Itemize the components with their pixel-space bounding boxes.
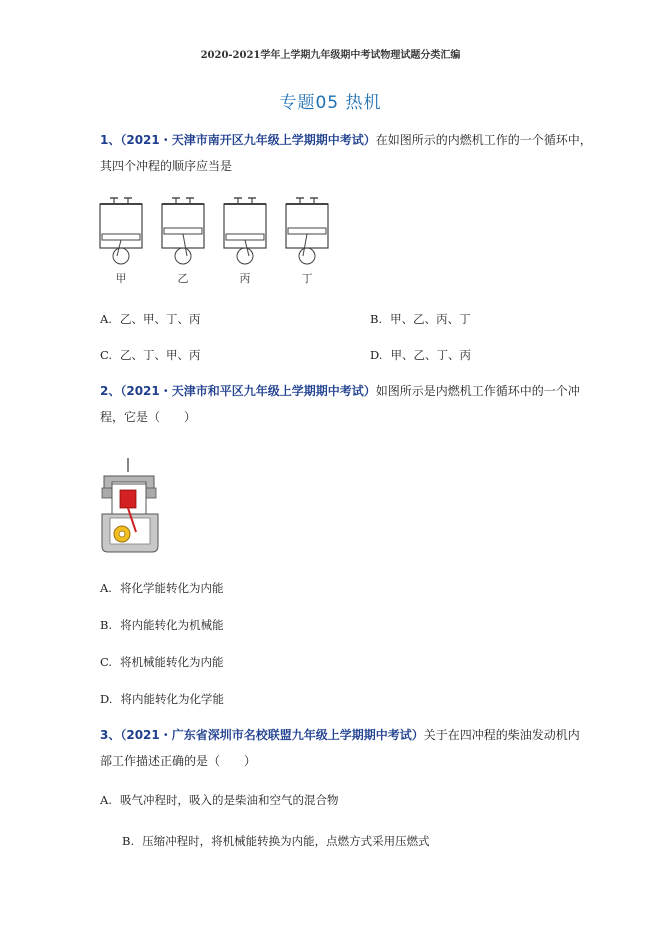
question-source: （2021・天津市南开区九年级上学期期中考试） — [120, 133, 376, 147]
question-3-line-1 — [100, 727, 580, 743]
engine-diagram-2 — [162, 198, 204, 264]
question-source: （2021・广东省深圳市名校联盟九年级上学期期中考试） — [120, 728, 424, 742]
engine-diagram-1 — [100, 198, 142, 264]
q2-option-d[interactable]: D. 将内能转化为化学能 — [100, 692, 224, 706]
engine-diagram-4 — [286, 198, 328, 264]
engine-stroke-diagrams — [96, 196, 346, 268]
q2-option-b[interactable]: B. 将内能转化为机械能 — [100, 618, 224, 632]
figure-label-3: 丙 — [239, 272, 251, 285]
question-1-line-1 — [100, 132, 592, 148]
question-2-line-2: 程，它是（ ） — [100, 410, 197, 424]
q1-option-a[interactable]: A. 乙、甲、丁、丙 — [100, 312, 201, 326]
q3-option-a[interactable]: A. 吸气冲程时，吸入的是柴油和空气的混合物 — [100, 793, 339, 807]
q2-option-c[interactable]: C. 将机械能转化为内能 — [100, 655, 224, 669]
question-source: （2021・天津市和平区九年级上学期期中考试） — [120, 384, 376, 398]
q2-option-a[interactable]: A. 将化学能转化为内能 — [100, 581, 224, 595]
question-3-line-2: 部工作描述正确的是（ ） — [100, 754, 257, 768]
page-header: 2020-2021学年上学期九年级期中考试物理试题分类汇编 — [200, 50, 461, 61]
figure-label-2: 乙 — [177, 272, 189, 285]
question-1-line-2: 其四个冲程的顺序应当是 — [100, 159, 233, 173]
question-number: 1、 — [100, 133, 121, 147]
question-2-line-1 — [100, 383, 580, 399]
engine-cutaway-diagram — [100, 458, 160, 554]
page-title: 专题05 热机 — [279, 93, 382, 113]
q1-option-d[interactable]: D. 甲、乙、丁、丙 — [370, 348, 471, 362]
figure-label-4: 丁 — [301, 272, 313, 285]
q1-option-b[interactable]: B. 甲、乙、丙、丁 — [370, 312, 471, 326]
question-number: 3、 — [100, 728, 121, 742]
question-text: 在如图所示的内燃机工作的一个循环中， — [375, 133, 592, 147]
figure-label-1: 甲 — [115, 272, 127, 285]
q3-option-b[interactable]: B. 压缩冲程时，将机械能转换为内能，点燃方式采用压燃式 — [122, 834, 430, 848]
engine-diagram-3 — [224, 198, 266, 264]
question-text: 如图所示是内燃机工作循环中的一个冲 — [375, 384, 580, 398]
q1-option-c[interactable]: C. 乙、丁、甲、丙 — [100, 348, 201, 362]
question-number: 2、 — [100, 384, 121, 398]
question-text: 关于在四冲程的柴油发动机内 — [423, 728, 580, 742]
